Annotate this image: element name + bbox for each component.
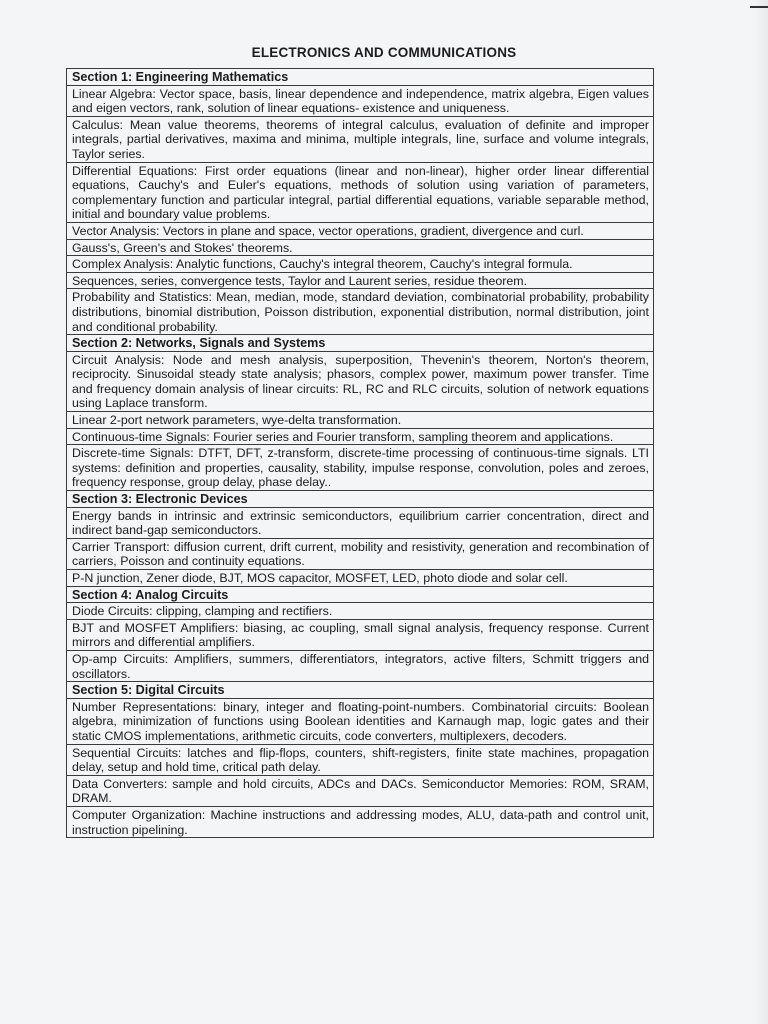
- page-title: ELECTRONICS AND COMMUNICATIONS: [251, 45, 517, 60]
- topic-discrete-time-signals: Discrete-time Signals: DTFT, DFT, z-transform, discrete-time processing of continuous-time signals. LTI systems: definition and properties, causality, stability, impulse response, convolution, poles and zeroes, frequency response, group delay, phase delay..: [67, 445, 653, 491]
- syllabus-table: [66, 68, 654, 838]
- topic-complex-analysis: Complex Analysis: Analytic functions, Cauchy's integral theorem, Cauchy's integral formula.: [67, 256, 653, 273]
- section-heading-networks-signals: Section 2: Networks, Signals and Systems: [67, 335, 653, 352]
- topic-diode-circuits: Diode Circuits: clipping, clamping and rectifiers.: [67, 603, 653, 620]
- section-heading-engineering-mathematics: Section 1: Engineering Mathematics: [67, 69, 653, 86]
- topic-computer-organization: Computer Organization: Machine instructions and addressing modes, ALU, data-path and control unit, instruction pipelining.: [72, 807, 649, 837]
- topic-sequential-circuits: Sequential Circuits: latches and flip-flops, counters, shift-registers, finite state machines, propagation delay, setup and hold time, critical path delay.: [67, 745, 653, 776]
- topic-number-representations: Number Representations: binary, integer and floating-point-numbers. Combinatorial circuits: Boolean algebra, minimization of functions using Boolean identities and Karnaugh map, logic gates and their static CMOS implementations, arithmetic circuits, code converters, multiplexers, decoders.: [67, 699, 653, 745]
- section-heading-electronic-devices: Section 3: Electronic Devices: [67, 491, 653, 508]
- page-edge-shadow: [754, 0, 768, 1024]
- topic-pn-junction-devices: P-N junction, Zener diode, BJT, MOS capacitor, MOSFET, LED, photo diode and solar cell.: [67, 570, 653, 587]
- scan-edge-mark: [750, 6, 768, 8]
- topic-calculus: Calculus: Mean value theorems, theorems of integral calculus, evaluation of definite and improper integrals, partial derivatives, maxima and minima, multiple integrals, line, surface and volume integrals, Taylor series.: [67, 117, 653, 163]
- section-heading-analog-circuits: Section 4: Analog Circuits: [67, 587, 653, 604]
- topic-two-port-networks: Linear 2-port network parameters, wye-delta transformation.: [67, 412, 653, 429]
- topic-vector-analysis: Vector Analysis: Vectors in plane and space, vector operations, gradient, divergence and curl.: [67, 223, 653, 240]
- topic-op-amp-circuits: Op-amp Circuits: Amplifiers, summers, differentiators, integrators, active filters, Schmitt triggers and oscillators.: [67, 651, 653, 682]
- topic-integral-theorems: Gauss's, Green's and Stokes' theorems.: [67, 240, 653, 257]
- topic-probability-statistics: Probability and Statistics: Mean, median, mode, standard deviation, combinatorial probability, probability distributions, binomial distribution, Poisson distribution, exponential distribution, normal distribution, joint and conditional probability.: [67, 289, 653, 335]
- topic-data-converters: Data Converters: sample and hold circuits, ADCs and DACs. Semiconductor Memories: ROM, SRAM, DRAM.: [67, 776, 653, 807]
- topic-bjt-mosfet-amplifiers: BJT and MOSFET Amplifiers: biasing, ac coupling, small signal analysis, frequency response. Current mirrors and differential amplifiers.: [67, 620, 653, 651]
- topic-continuous-time-signals: Continuous-time Signals: Fourier series and Fourier transform, sampling theorem and applications.: [67, 429, 653, 446]
- topic-circuit-analysis: Circuit Analysis: Node and mesh analysis, superposition, Thevenin's theorem, Norton's theorem, reciprocity. Sinusoidal steady state analysis; phasors, complex power, maximum power transfer. Time and frequency domain analysis of linear circuits: RL, RC and RLC circuits, solution of network equations using Laplace transform.: [67, 352, 653, 412]
- topic-sequences-series: Sequences, series, convergence tests, Taylor and Laurent series, residue theorem.: [67, 273, 653, 290]
- topic-differential-equations: Differential Equations: First order equations (linear and non-linear), higher order linear differential equations, Cauchy's and Euler's equations, methods of solution using variation of parameters, complementary function and particular integral, partial differential equations, variable separable method, initial and boundary value problems.: [67, 163, 653, 223]
- topic-linear-algebra: Linear Algebra: Vector space, basis, linear dependence and independence, matrix algebra, Eigen values and eigen vectors, rank, solution of linear equations- existence and uniqueness.: [67, 86, 653, 117]
- topic-carrier-transport: Carrier Transport: diffusion current, drift current, mobility and resistivity, generation and recombination of carriers, Poisson and continuity equations.: [67, 539, 653, 570]
- section-heading-digital-circuits: Section 5: Digital Circuits: [67, 682, 653, 699]
- topic-energy-bands: Energy bands in intrinsic and extrinsic semiconductors, equilibrium carrier concentration, direct and indirect band-gap semiconductors.: [67, 508, 653, 539]
